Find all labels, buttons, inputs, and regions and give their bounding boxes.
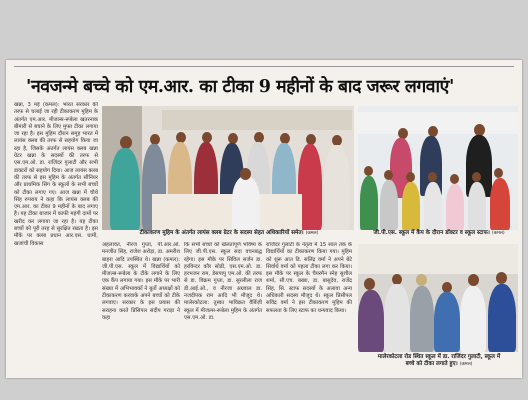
top-rule	[14, 66, 514, 67]
caption-2-credit: (कमल)	[491, 231, 505, 236]
photo-gps-school-camp	[358, 106, 518, 230]
photo-lions-club-group	[102, 106, 354, 230]
photo-caption-3	[360, 354, 518, 368]
caption-3-line-1: मालेरकोटला रोड स्थित स्कूल में डा. राजिंदर गुलाटी, स्कूल में	[377, 354, 501, 360]
photo-caption-2	[360, 230, 518, 237]
headline: 'नवजन्मे बच्चे को एम.आर. का टीका 9 महीनों के बाद जरूर लगवाएं'	[26, 77, 454, 97]
article-column-3: कि सभी बच्चों को खेलतापूर्ण भविष्य के लिए जी.पी.एस. स्कूल सदा वचनबद्ध रहेगा। इस मौके पर सिविल सर्जन डा. हरविन्दर कौर सोढी, एस.एम.ओ. डा. हरभजन राम, डेसपापु एम.ओ. की तरफ से डा. विक्रम गुप्ता, डा. सुरलीला राज डी.आई.ओ., व नीरजा अग्रवाल डा. नजदीपक राम आदि भी मौजूद थे। मालेरकोटला: तुस्का भाविक्रत वैर्बिज़ी स्कूल में मीजल्स-रूबेला मुहिम के अंतर्गत एस.एम.ओ. डा.	[184, 242, 262, 321]
photo-malerkotla-school	[358, 244, 518, 352]
article-column-4: राजिंदर गुलाटी के नेतृत्व में 15 साल तक के विद्यार्थियों का टीकाकरण किया गया। मुहिम को शुरू आत डि. सलिंद्र वर्मा ने अपने बेटे सिर्वार्थ वर्मा को पहला टीका लगा कर किया। इस मौके पर स्कूल के चैयरमैन स्नेह सुशील शर्मा, सी.एच. बख्श, डा. बासुदेव, राजेंद्र सिंह, सि. स्टाफ सदस्यों के अलावा अन्य अधिकारी सदस्य मौजूद थे। स्कूल प्रिंसीपल सविंद्र वर्मा ने इस टीकाकरण मुहिम की सफलता के लिए स्टाफ का धन्यवाद किया।	[266, 242, 352, 314]
article-column-2: अहलावत, नीरज गुप्ता, पी.आर.ओ. मनजीत सिंह, राजेश अरोड़ा, डा. अमरीश बाहरा आदि उपस्थित थे। खन्ना (कमल): जी.पी.एस. स्कूल में विद्यार्थियों को मीजल्स-रूबेला के टीके लगाने के लिए एक कैंप लगाया गया। इस मौके पर भारी संख्या में अभिभावकों ने बुर्तो अध्यक्षों को टीकाकरण करवाके अपने बच्चों को टीके लगवाए। सरकार के इस प्रयास की सराहना करते प्रिंसिपल संदीप गराड़ा ने कहा	[102, 242, 180, 321]
banner	[162, 110, 352, 130]
caption-2-text: जी.पी.एस. स्कूल में कैंप के दौरान डॉक्टर व स्कूल स्टाफ।	[373, 230, 490, 236]
caption-3-credit: (कमल)	[459, 362, 473, 367]
newspaper-clipping	[6, 60, 522, 378]
article-column-1: खन्ना, 3 मई (कमल): भारत सरकार की तरफ से चलाई जा रही टीकाकरण मुहिम के अंतर्गत एम.आर. मीजल्स-रूबेला खतरनाक बीमारी से बचाने के लिए मुफ्त टीका लगाया जा रहा है। इस मुहिम दौरान समूह भारत में लायंस क्लब की तरफ से सहयोग किया जा रहा है, जिसके अंतर्गत लायंस क्लब खन्ना ग्रेटर खन्ना के सदस्यों की तरफ से एस.एम.ओ. डा. राजिंदर गुलाटी और सभी डाक्टरों को सहयोग दिया। आज लायंस क्लब की तरफ से इस मुहिम के अंतर्गत सीनियर और प्राथमिक सिंग के स्कूलों के सभी बच्चों को टीका लगाए गए। आज खन्ना में चौथे सिंह रुपराय ने कहा कि लायंस क्लब की एम.आर. का टीका 9 महीनों के बाद लगाए है। यह टीका बाजार में काफी महंगी दामों पर खरीद कर लगाया जा रहा है। यह टीका बच्चों को पूरी तरह से सुरक्षित रखता है। इस मौके पर क्लब प्रधान आर.एस. धामी, खजांची विकास	[14, 102, 98, 247]
caption-1-credit: (कमल)	[305, 231, 319, 236]
caption-3-line-2: बच्चे को टीका लगाते हुए।	[405, 361, 458, 367]
caption-1-text: टीकाकरण मुहिम के अंतर्गत लायंस क्लब ग्रेटर के सदस्य सेहत अधिकारियों समेत।	[139, 230, 304, 236]
photo-caption-1	[104, 230, 354, 237]
